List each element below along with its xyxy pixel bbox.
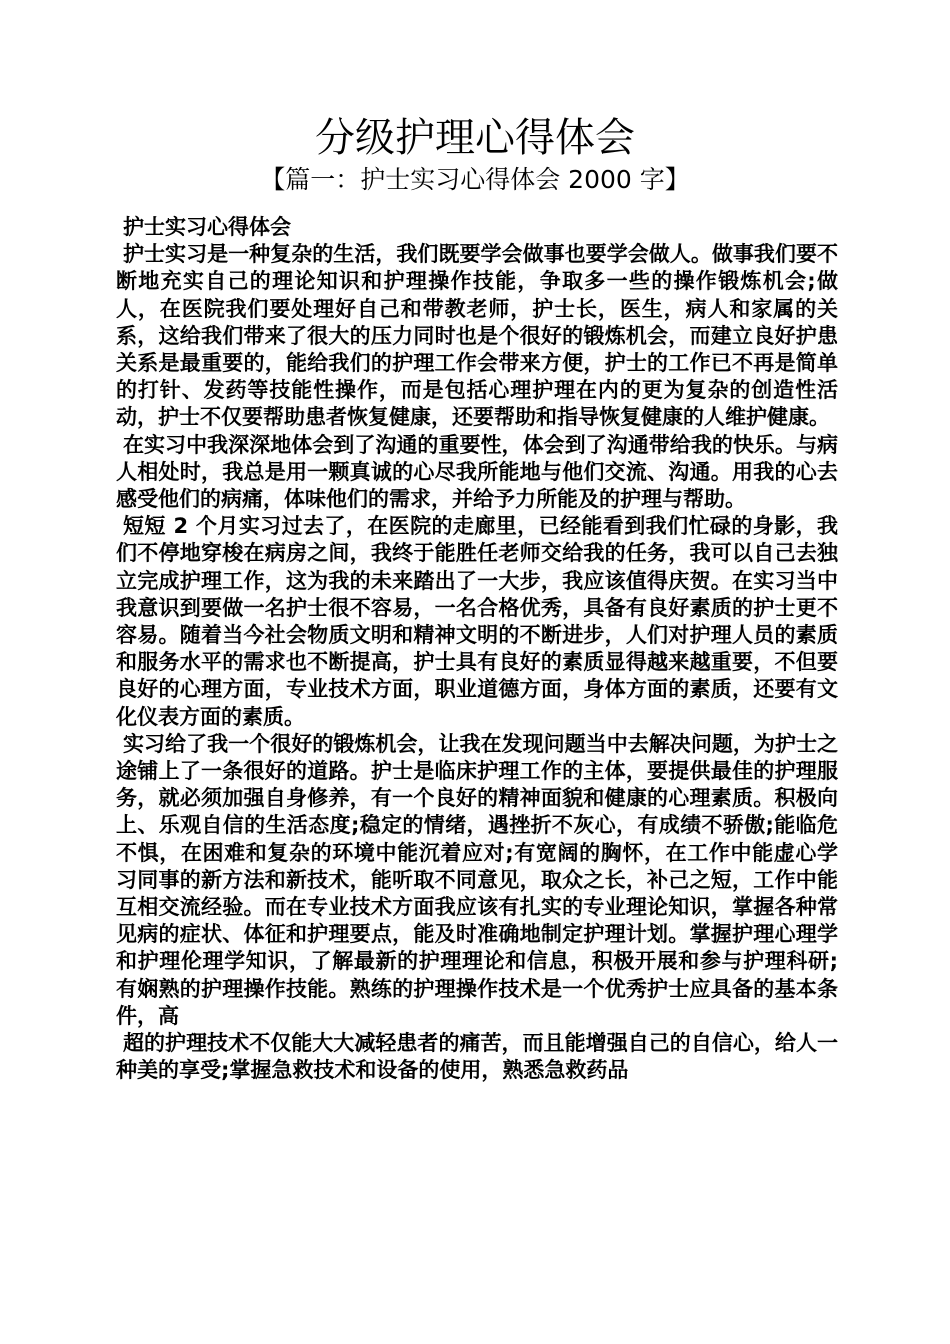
paragraph-2: 在实习中我深深地体会到了沟通的重要性，体会到了沟通带给我的快乐。与病人相处时，我总是用一颗真诚的心尽我所能地与他们交流、沟通。用我的心去感受他们的病痛，体味他们的需求，并给予力所能及的护理与帮助。	[116, 432, 838, 512]
paragraph-1: 护士实习是一种复杂的生活，我们既要学会做事也要学会做人。做事我们要不断地充实自己的理论知识和护理操作技能，争取多一些的操作锻炼机会;做人，在医院我们要处理好自己和带教老师，护士长，医生，病人和家属的关系，这给我们带来了很大的压力同时也是个很好的锻炼机会，而建立良好护患关系是最重要的，能给我们的护理工作会带来方便，护士的工作已不再是简单的打针、发药等技能性操作，而是包括心理护理在内的更为复杂的创造性活动，护士不仅要帮助患者恢复健康，还要帮助和指导恢复健康的人维护健康。	[116, 242, 838, 430]
paragraph-3: 短短 2 个月实习过去了，在医院的走廊里，已经能看到我们忙碌的身影，我们不停地穿梭在病房之间，我终于能胜任老师交给我的任务，我可以自己去独立完成护理工作，这为我的未来踏出了一大步，我应该值得庆贺。在实习当中我意识到要做一名护士很不容易，一名合格优秀，具备有良好素质的护士更不容易。随着当今社会物质文明和精神文明的不断进步，人们对护理人员的素质和服务水平的需求也不断提高，护士具有良好的素质显得越来越重要，不但要良好的心理方面，专业技术方面，职业道德方面，身体方面的素质，还要有文化仪表方面的素质。	[116, 514, 838, 729]
paragraph-4: 实习给了我一个很好的锻炼机会，让我在发现问题当中去解决问题，为护士之途铺上了一条很好的道路。护士是临床护理工作的主体，要提供最佳的护理服务，就必须加强自身修养，有一个良好的精神面貌和健康的心理素质。积极向上、乐观自信的生活态度;稳定的情绪，遇挫折不灰心，有成绩不骄傲;能临危不惧，在困难和复杂的环境中能沉着应对;有宽阔的胸怀，在工作中能虚心学习同事的新方法和新技术，能听取不同意见，取众之长，补己之短，工作中能互相交流经验。而在专业技术方面我应该有扎实的专业理论知识，掌握各种常见病的症状、体征和护理要点，能及时准确地制定护理计划。掌握护理心理学和护理伦理学知识，了解最新的护理理论和信息，积极开展和参与护理科研;有娴熟的护理操作技能。熟练的护理操作技术是一个优秀护士应具备的基本条件，高	[116, 731, 838, 1028]
document-subtitle: 【篇一：护士实习心得体会 2000 字】	[260, 165, 690, 194]
paragraph-5: 超的护理技术不仅能大大减轻患者的痛苦，而且能增强自己的自信心，给人一种美的享受;掌握急救技术和设备的使用，熟悉急救药品	[116, 1031, 838, 1083]
document-body	[116, 214, 838, 1085]
document-title: 分级护理心得体会	[315, 115, 635, 161]
section-heading: 护士实习心得体会	[123, 215, 291, 239]
